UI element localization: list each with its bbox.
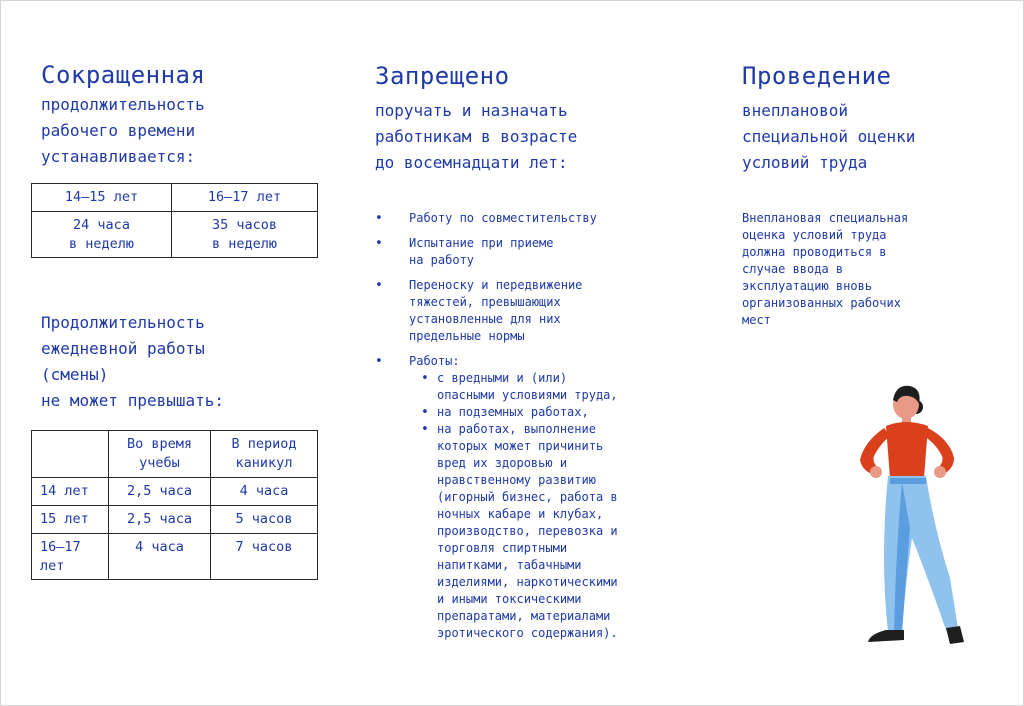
middle-subtitle-1: поручать и назначать: [375, 101, 568, 120]
prohibited-list: [375, 210, 618, 650]
table-cell: 4 часа: [211, 478, 318, 506]
table-cell: 24 часа в неделю: [32, 212, 172, 258]
left-heading: Сокращенная: [41, 61, 206, 89]
table-cell: 4 часа: [109, 534, 211, 580]
left-hand: [870, 466, 882, 478]
table-cell: 35 часов в неделю: [172, 212, 318, 258]
right-subtitle-3: условий труда: [742, 153, 868, 172]
table-header: 16–17 лет: [172, 184, 318, 212]
middle-heading: Запрещено: [375, 62, 510, 90]
table-header: 14–15 лет: [32, 184, 172, 212]
left-heading2-1: Продолжительность: [41, 313, 205, 332]
right-heading: Проведение: [742, 62, 892, 90]
table-header: В период каникул: [211, 431, 318, 478]
table-cell: 16–17 лет: [32, 534, 109, 580]
daily-hours-table: [31, 430, 318, 580]
table-cell: 2,5 часа: [109, 478, 211, 506]
list-item: • Переноску и передвижение тяжестей, превышающих установленные для них предельные нормы: [375, 277, 618, 345]
right-subtitle-2: специальной оценки: [742, 127, 916, 146]
right-shoe: [946, 626, 964, 644]
table-cell: 14 лет: [32, 478, 109, 506]
left-heading2-2: ежедневной работы: [41, 339, 205, 358]
work-types-sublist: [409, 370, 618, 642]
sublist-item: • на работах, выполнение которых может причинить вред их здоровью и нравственному развитию (игорный бизнес, работа в ночных кабаре и клубах, производство, перевозка и торговля спиртными напитками, табачными изделиями, наркотическими и иными токсическими препаратами, материалами эротического содержания).: [409, 421, 618, 642]
left-subtitle-3: устанавливается:: [41, 147, 196, 166]
list-item: • Работы: • с вредными и (или) опасными условиями труда, • на подземных работах, • на работах, выполнение которых может причинить вред их здоровью и нравственному развитию (игорный бизнес, работа в ночных кабаре и клубах, производство, перевозка и торговля спиртными напитками, табачными изделиями, наркотическими и иными токсическими препаратами, материалами эротического содержания).: [375, 353, 618, 642]
weekly-hours-table: [31, 183, 318, 258]
shirt: [886, 422, 928, 478]
woman-illustration: [850, 378, 970, 653]
list-item: • Работу по совместительству: [375, 210, 618, 227]
table-cell: 15 лет: [32, 506, 109, 534]
list-item: • Испытание при приеме на работу: [375, 235, 618, 269]
table-cell: 2,5 часа: [109, 506, 211, 534]
left-subtitle-1: продолжительность: [41, 95, 205, 114]
belt: [890, 478, 926, 484]
left-subtitle-2: рабочего времени: [41, 121, 196, 140]
left-heading2-3: (смены): [41, 365, 109, 384]
left-heading2-4: не может превышать:: [41, 391, 225, 410]
sublist-item: • с вредными и (или) опасными условиями труда,: [409, 370, 618, 404]
table-cell: 5 часов: [211, 506, 318, 534]
right-body-text: Внеплановая специальная оценка условий труда должна проводиться в случае ввода в эксплуатацию вновь организованных рабочих мест: [742, 211, 909, 327]
sublist-item: • на подземных работах,: [409, 404, 618, 421]
table-cell: 7 часов: [211, 534, 318, 580]
right-subtitle-1: внеплановой: [742, 101, 848, 120]
middle-subtitle-3: до восемнадцати лет:: [375, 153, 568, 172]
right-hand: [934, 466, 946, 478]
middle-subtitle-2: работникам в возрасте: [375, 127, 578, 146]
left-shoe: [868, 630, 904, 642]
table-header-empty: [32, 431, 109, 478]
table-header: Во время учебы: [109, 431, 211, 478]
